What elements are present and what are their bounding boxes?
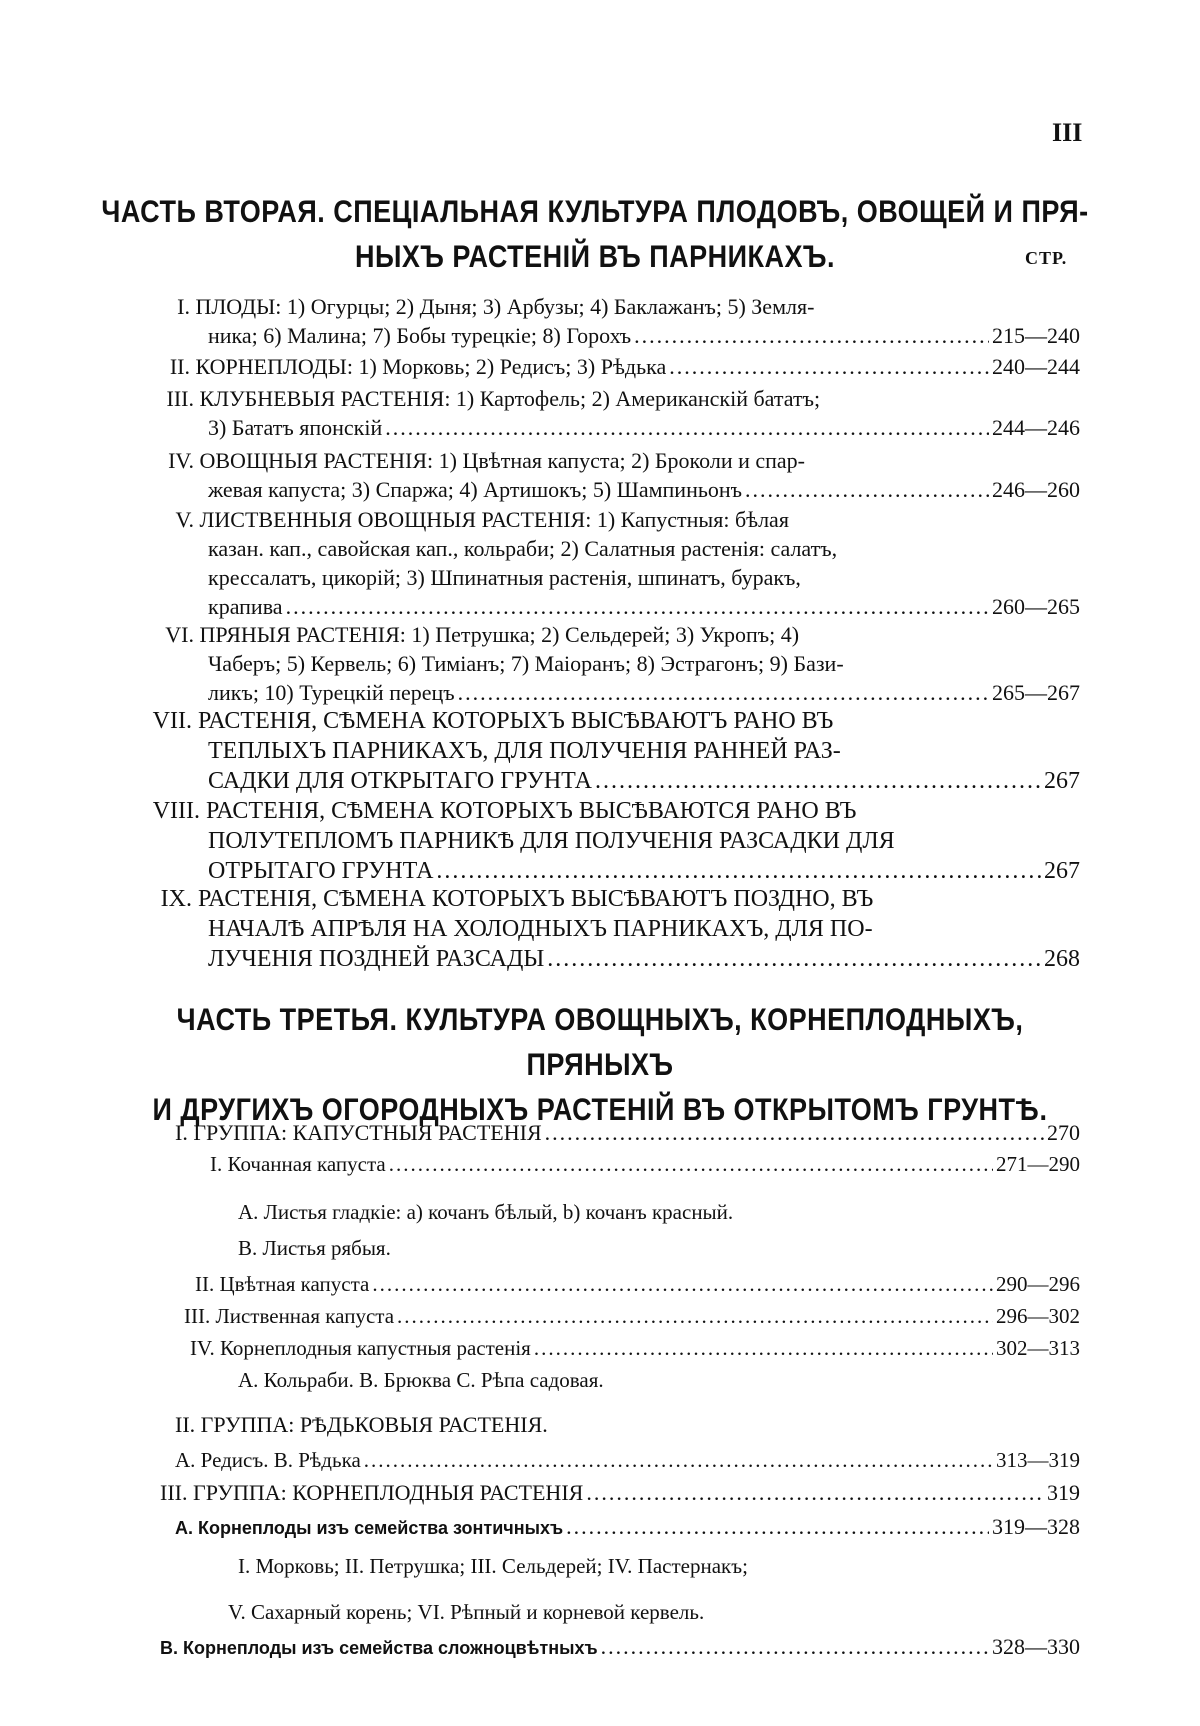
item-label: V. Сахарный корень; VI. Рѣпный и корневой кервель.: [228, 1598, 1080, 1627]
entry-line: ОВОЩНЫЯ РАСТЕНІЯ: 1) Цвѣтная капуста; 2) Броколи и спар-: [200, 448, 806, 473]
entry-line: РАСТЕНІЯ, СѢМЕНА КОТОРЫХЪ ВЫСѢВАЮТЪ ПОЗДНО, ВЪ: [198, 886, 873, 912]
entry-line: НАЧАЛѢ АПРѢЛЯ НА ХОЛОДНЫХЪ ПАРНИКАХЪ, ДЛЯ ПО-: [208, 914, 1080, 944]
page-range: 260—265: [992, 592, 1080, 621]
roman-numeral: III.: [160, 384, 194, 413]
page-range: 215—240: [992, 321, 1080, 350]
page-range: 302—313: [996, 1334, 1080, 1363]
toc-entry: [160, 292, 1080, 350]
entry-last-line: ОТРЫТАГО ГРУНТА: [208, 856, 433, 886]
page-range: 267: [1044, 766, 1080, 796]
part2-heading-line2: НЫХЪ РАСТЕНІЙ ВЪ ПАРНИКАХЪ.: [100, 235, 1090, 280]
dot-leader: [669, 352, 989, 381]
page-range: 268: [1044, 944, 1080, 974]
page-range: 328—330: [992, 1632, 1080, 1661]
roman-numeral: VII.: [150, 706, 192, 736]
toc-item: [160, 1478, 1080, 1507]
toc-entry: [160, 446, 1080, 504]
item-label: II. Цвѣтная капуста: [195, 1270, 369, 1299]
item-label: А. Корнеплоды изъ семейства зонтичныхъ: [175, 1514, 563, 1543]
dot-leader: [397, 1302, 993, 1331]
entry-line: ПРЯНЫЯ РАСТЕНІЯ: 1) Петрушка; 2) Сельдерей; 3) Укропъ; 4): [200, 622, 800, 647]
dot-leader: [547, 944, 1041, 974]
page-range: 290—296: [996, 1270, 1080, 1299]
page-range: 313—319: [996, 1446, 1080, 1475]
page-number: III: [1052, 118, 1082, 148]
page-range: 240—244: [992, 352, 1080, 381]
toc-item: [175, 1512, 1080, 1543]
toc-entry: [150, 796, 1080, 886]
dot-leader: [586, 1478, 1044, 1507]
toc-entry: [150, 884, 1080, 974]
part3-heading-line2: И ДРУГИХЪ ОГОРОДНЫХЪ РАСТЕНІЙ ВЪ ОТКРЫТОМЪ ГРУНТѢ.: [110, 1088, 1090, 1133]
dot-leader: [436, 856, 1041, 886]
item-label: I. Морковь; II. Петрушка; III. Сельдерей; IV. Пастернакъ;: [238, 1552, 1080, 1581]
dot-leader: [566, 1512, 989, 1541]
item-label: II. ГРУППА: РѢДЬКОВЫЯ РАСТЕНІЯ.: [175, 1410, 1080, 1439]
entry-line: РАСТЕНІЯ, СѢМЕНА КОТОРЫХЪ ВЫСѢВАЮТЪ РАНО ВЪ: [198, 708, 833, 734]
page-range: 271—290: [996, 1150, 1080, 1179]
toc-item: [195, 1270, 1080, 1299]
toc-item: [228, 1598, 1080, 1627]
item-label: B. Листья рябыя.: [238, 1234, 1080, 1263]
toc-item: [210, 1150, 1080, 1179]
dot-leader: [458, 678, 989, 707]
entry-last-line: 3) Бататъ японскій: [208, 413, 382, 442]
toc-item: [175, 1446, 1080, 1475]
item-label: IV. Корнеплодныя капустныя растенія: [190, 1334, 531, 1363]
dot-leader: [385, 413, 989, 442]
page-range: 270: [1047, 1118, 1080, 1147]
item-label: III. ГРУППА: КОРНЕПЛОДНЫЯ РАСТЕНІЯ: [160, 1478, 583, 1507]
dot-leader: [634, 321, 989, 350]
roman-numeral: II.: [160, 352, 190, 381]
dot-leader: [595, 766, 1041, 796]
dot-leader: [745, 475, 989, 504]
toc-item: [160, 1632, 1080, 1663]
roman-numeral: VI.: [160, 620, 194, 649]
item-label: I. Кочанная капуста: [210, 1150, 386, 1179]
entry-line: ЛИСТВЕННЫЯ ОВОЩНЫЯ РАСТЕНІЯ: 1) Капустныя: бѣлая: [200, 507, 789, 532]
roman-numeral: IX.: [150, 884, 192, 914]
part3-heading-line1: ЧАСТЬ ТРЕТЬЯ. КУЛЬТУРА ОВОЩНЫХЪ, КОРНЕПЛОДНЫХЪ, ПРЯНЫХЪ: [110, 998, 1090, 1088]
entry-last-line: ЛУЧЕНІЯ ПОЗДНЕЙ РАЗСАДЫ: [208, 944, 544, 974]
entry-line: КЛУБНЕВЫЯ РАСТЕНІЯ: 1) Картофель; 2) Американскій бататъ;: [200, 386, 821, 411]
dot-leader: [389, 1150, 993, 1179]
entry-last-line: ликъ; 10) Турецкій перецъ: [208, 678, 455, 707]
page-column-label: СТР.: [1025, 248, 1067, 269]
roman-numeral: VIII.: [150, 796, 200, 826]
entry-last-line: ника; 6) Малина; 7) Бобы турецкіе; 8) Горохъ: [208, 321, 631, 350]
roman-numeral: V.: [164, 505, 194, 534]
dot-leader: [545, 1118, 1044, 1147]
entry-last-line: крапива: [208, 592, 283, 621]
dot-leader: [601, 1632, 989, 1661]
dot-leader: [364, 1446, 993, 1475]
entry-line: ПОЛУТЕПЛОМЪ ПАРНИКѢ ДЛЯ ПОЛУЧЕНІЯ РАЗСАДКИ ДЛЯ: [208, 826, 1080, 856]
toc-item: [238, 1198, 1080, 1227]
toc-item: [175, 1410, 1080, 1439]
toc-item: [190, 1334, 1080, 1363]
toc-item: [238, 1366, 1080, 1395]
page-range: 244—246: [992, 413, 1080, 442]
toc-item: [184, 1302, 1080, 1331]
toc-entry: [150, 706, 1080, 796]
part3-heading: [110, 998, 1090, 1133]
entry-line: Чаберъ; 5) Кервель; 6) Тиміанъ; 7) Маіоранъ; 8) Эстрагонъ; 9) Бази-: [208, 649, 1080, 678]
toc-entry: [160, 505, 1080, 621]
entry-line: РАСТЕНІЯ, СѢМЕНА КОТОРЫХЪ ВЫСѢВАЮТСЯ РАНО ВЪ: [206, 798, 856, 824]
item-label: B. Корнеплоды изъ семейства сложноцвѣтныхъ: [160, 1634, 598, 1663]
entry-last-line: КОРНЕПЛОДЫ: 1) Морковь; 2) Редисъ; 3) Рѣдька: [196, 354, 667, 379]
toc-entry: [160, 620, 1080, 707]
part2-heading-line1: ЧАСТЬ ВТОРАЯ. СПЕЦІАЛЬНАЯ КУЛЬТУРА ПЛОДОВЪ, ОВОЩЕЙ И ПРЯ-: [100, 190, 1090, 235]
entry-line: казан. кап., савойская кап., кольраби; 2) Салатныя растенія: салатъ,: [208, 534, 1080, 563]
dot-leader: [372, 1270, 993, 1299]
page-range: 265—267: [992, 678, 1080, 707]
toc-item: [238, 1234, 1080, 1263]
dot-leader: [286, 592, 989, 621]
toc-entry: [160, 384, 1080, 442]
entry-line: крессалатъ, цикорій; 3) Шпинатныя растенія, шпинатъ, буракъ,: [208, 563, 1080, 592]
item-label: А. Кольраби. B. Брюква C. Рѣпа садовая.: [238, 1366, 1080, 1395]
item-label: III. Лиственная капуста: [184, 1302, 394, 1331]
page-range: 319: [1047, 1478, 1080, 1507]
entry-last-line: САДКИ ДЛЯ ОТКРЫТАГО ГРУНТА: [208, 766, 592, 796]
page-range: 267: [1044, 856, 1080, 886]
roman-numeral: I.: [163, 292, 190, 321]
page-range: 296—302: [996, 1302, 1080, 1331]
item-label: А. Редисъ. B. Рѣдька: [175, 1446, 361, 1475]
toc-item: [238, 1552, 1080, 1581]
dot-leader: [534, 1334, 993, 1363]
item-label: А. Листья гладкіе: a) кочанъ бѣлый, b) кочанъ красный.: [238, 1198, 1080, 1227]
entry-line: ТЕПЛЫХЪ ПАРНИКАХЪ, ДЛЯ ПОЛУЧЕНІЯ РАННЕЙ РАЗ-: [208, 736, 1080, 766]
entry-line: ПЛОДЫ: 1) Огурцы; 2) Дыня; 3) Арбузы; 4) Баклажанъ; 5) Земля-: [196, 294, 815, 319]
page-range: 319—328: [992, 1512, 1080, 1541]
toc-entry: [160, 352, 1080, 381]
entry-last-line: жевая капуста; 3) Спаржа; 4) Артишокъ; 5) Шампиньонъ: [208, 475, 742, 504]
item-label: I. ГРУППА: КАПУСТНЫЯ РАСТЕНІЯ: [175, 1118, 542, 1147]
toc-item: [175, 1118, 1080, 1147]
roman-numeral: IV.: [160, 446, 194, 475]
part2-heading: [100, 190, 1090, 280]
page-range: 246—260: [992, 475, 1080, 504]
